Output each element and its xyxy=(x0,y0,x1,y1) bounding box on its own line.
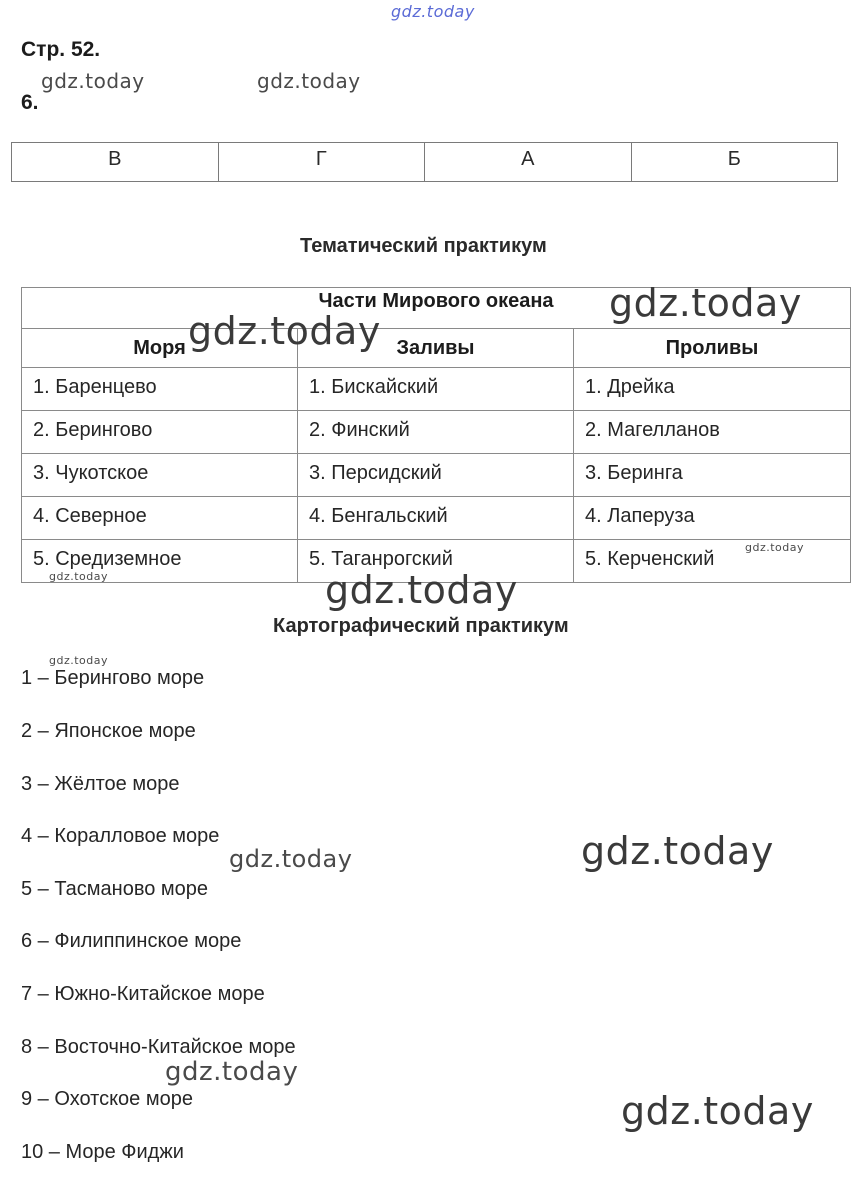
table-row xyxy=(22,454,851,497)
thematic-title: Тематический практикум xyxy=(300,235,547,257)
answer-table xyxy=(11,142,838,182)
watermark: gdz.today xyxy=(745,541,805,554)
watermark: gdz.today xyxy=(49,570,109,583)
watermark: gdz.today xyxy=(325,568,518,612)
list-item: 7 – Южно-Китайское море xyxy=(21,983,265,1005)
ocean-parts-table xyxy=(21,287,851,583)
table-cell: 3. Чукотское xyxy=(22,454,298,497)
table-cell: 1. Дрейка xyxy=(574,368,851,411)
watermark: gdz.today xyxy=(621,1089,814,1133)
page-number: Стр. 52. xyxy=(21,38,101,61)
table-cell: 2. Магелланов xyxy=(574,411,851,454)
watermark: gdz.today xyxy=(41,69,145,93)
watermark-top: gdz.today xyxy=(391,2,475,21)
column-header-gulfs: Заливы xyxy=(298,329,574,368)
table-cell: 5. Керченский xyxy=(574,540,851,583)
table-cell: 2. Берингово xyxy=(22,411,298,454)
table-cell: 3. Беринга xyxy=(574,454,851,497)
table-caption: Части Мирового океана xyxy=(22,288,851,329)
answer-row xyxy=(12,143,838,182)
table-header-row xyxy=(22,329,851,368)
table-row xyxy=(22,497,851,540)
list-item: 2 – Японское море xyxy=(21,720,196,742)
watermark: gdz.today xyxy=(229,845,353,873)
list-item: 5 – Тасманово море xyxy=(21,878,209,900)
table-cell: 2. Финский xyxy=(298,411,574,454)
answer-cell: А xyxy=(425,143,632,182)
table-row xyxy=(22,368,851,411)
table-cell: 3. Персидский xyxy=(298,454,574,497)
answer-cell: В xyxy=(12,143,219,182)
task-number: 6. xyxy=(21,91,39,114)
list-item: 10 – Море Фиджи xyxy=(21,1141,184,1163)
watermark: gdz.today xyxy=(165,1057,299,1087)
table-cell: 5. Средиземное xyxy=(22,540,298,583)
column-header-seas: Моря xyxy=(22,329,298,368)
cartographic-title: Картографический практикум xyxy=(273,615,569,637)
list-item: 4 – Коралловое море xyxy=(21,825,220,847)
table-cell: 1. Бискайский xyxy=(298,368,574,411)
table-cell: 1. Баренцево xyxy=(22,368,298,411)
list-item: 1 – Берингово море xyxy=(21,667,205,689)
list-item: 8 – Восточно-Китайское море xyxy=(21,1036,296,1058)
column-header-straits: Проливы xyxy=(574,329,851,368)
list-item: 3 – Жёлтое море xyxy=(21,773,180,795)
table-cell: 4. Бенгальский xyxy=(298,497,574,540)
table-cell: 4. Северное xyxy=(22,497,298,540)
table-cell: 4. Лаперуза xyxy=(574,497,851,540)
table-row xyxy=(22,411,851,454)
watermark: gdz.today xyxy=(188,309,381,353)
list-item: 9 – Охотское море xyxy=(21,1088,193,1110)
table-cell: 5. Таганрогский xyxy=(298,540,574,583)
answer-cell: Б xyxy=(631,143,838,182)
list-item: 6 – Филиппинское море xyxy=(21,930,242,952)
watermark: gdz.today xyxy=(49,654,109,667)
watermark: gdz.today xyxy=(581,829,774,873)
watermark: gdz.today xyxy=(609,281,802,325)
watermark: gdz.today xyxy=(257,69,361,93)
answer-cell: Г xyxy=(218,143,425,182)
